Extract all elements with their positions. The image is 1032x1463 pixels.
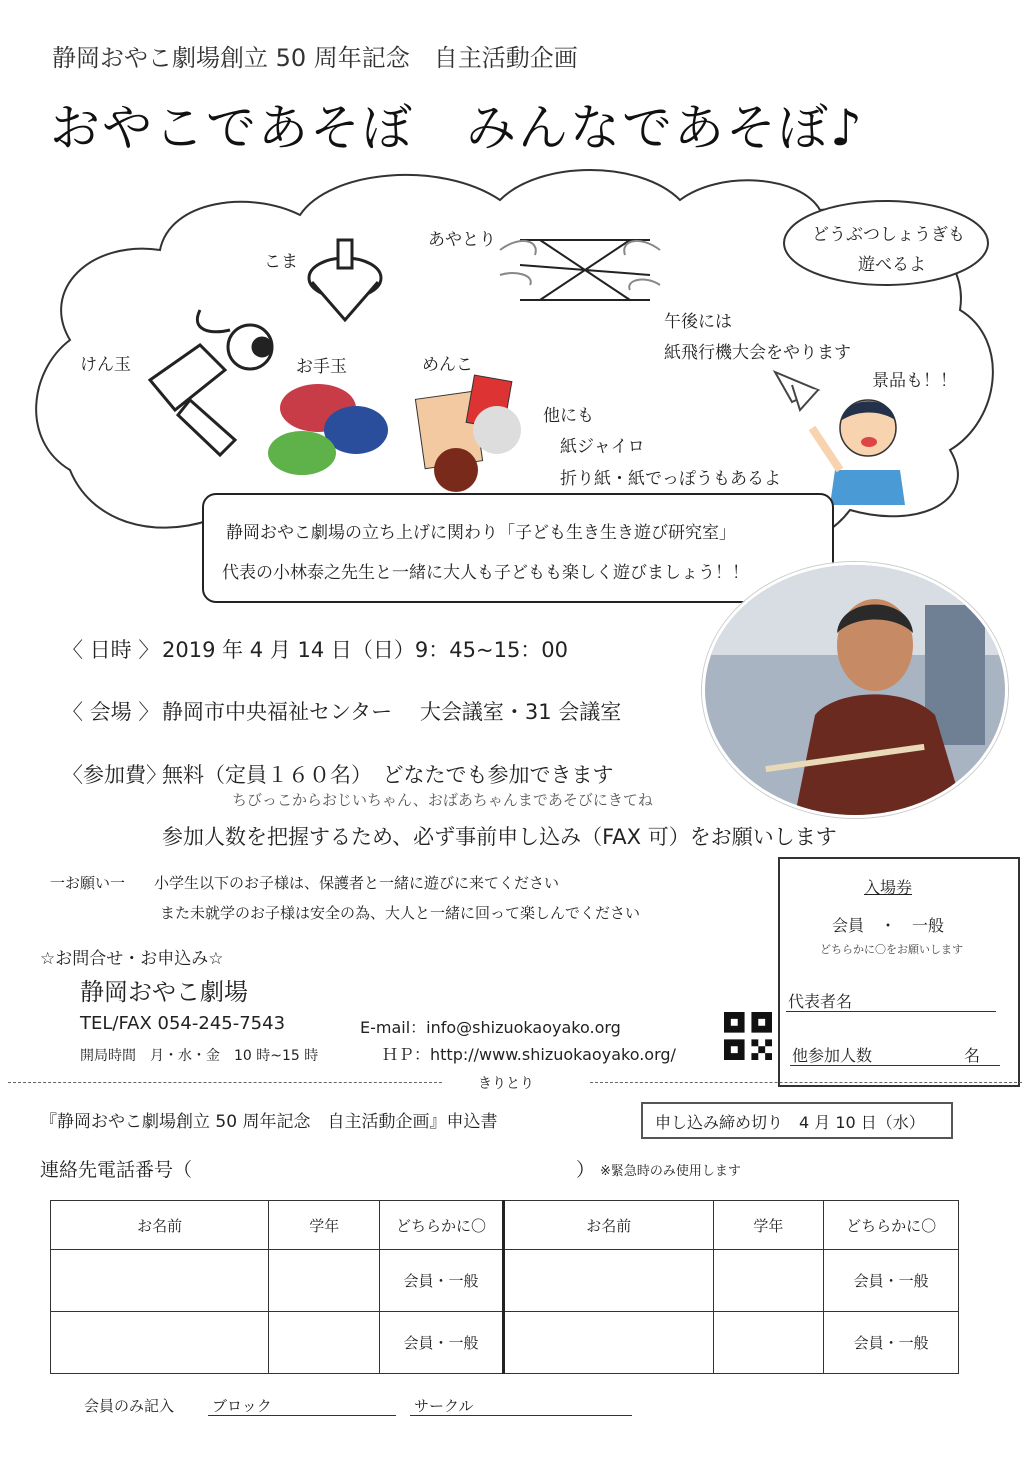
bubble-line-1: どうぶつしょうぎも	[812, 225, 965, 245]
member-only-label: 会員のみ記入	[84, 1397, 175, 1415]
message-box	[202, 493, 834, 603]
header-choice-1: どちらかに〇	[380, 1201, 504, 1250]
application-table	[50, 1200, 959, 1374]
cut-label: きりとり	[478, 1076, 534, 1092]
choice-cell[interactable]: 会員・一般	[824, 1250, 959, 1312]
table-row	[51, 1312, 959, 1374]
date-label: 〈 日時 〉	[62, 638, 160, 662]
label-afternoon-2: 紙飛行機大会をやります	[664, 343, 851, 363]
deadline-text: 申し込み締め切り 4 月 10 日（水）	[655, 1113, 925, 1132]
phone-close: ）	[576, 1159, 596, 1181]
teacher-photo	[702, 562, 1008, 818]
notes-line-2: また未就学のお子様は安全の為、大人と一緒に回って楽しんでください	[160, 904, 641, 922]
label-koma: こま	[264, 252, 298, 272]
contact-tel: TEL/FAX 054-245-7543	[80, 1013, 286, 1034]
circle-input-line[interactable]	[410, 1415, 632, 1416]
subtitle: 静岡おやこ劇場創立 50 周年記念 自主活動企画	[52, 44, 578, 72]
choice-cell[interactable]: 会員・一般	[824, 1312, 959, 1374]
label-kendama: けん玉	[80, 355, 131, 375]
label-others-3: 折り紙・紙でっぽうもあるよ	[560, 469, 781, 489]
ticket-others-line[interactable]	[790, 1065, 1000, 1066]
grade-cell[interactable]	[713, 1250, 824, 1312]
choice-cell[interactable]: 会員・一般	[380, 1312, 504, 1374]
table-header-row	[51, 1201, 959, 1250]
contact-email[interactable]: E-mail：info@shizuokaoyako.org	[360, 1018, 621, 1037]
block-input-line[interactable]	[208, 1415, 396, 1416]
label-otedama: お手玉	[296, 357, 347, 377]
block-label: ブロック	[212, 1397, 272, 1415]
form-title: 『静岡おやこ劇場創立 50 周年記念 自主活動企画』申込書	[40, 1112, 498, 1132]
grade-cell[interactable]	[269, 1250, 380, 1312]
label-menko: めんこ	[422, 355, 473, 375]
name-cell[interactable]	[51, 1250, 269, 1312]
label-prize: 景品も！！	[872, 371, 957, 391]
choice-cell[interactable]: 会員・一般	[380, 1250, 504, 1312]
contact-org: 静岡おやこ劇場	[80, 978, 248, 1006]
phone-note: ※緊急時のみ使用します	[600, 1164, 741, 1179]
ticket-rep-label: 代表者名	[788, 992, 853, 1011]
label-afternoon-1: 午後には	[664, 312, 732, 332]
fee-label: 〈参加費〉	[62, 763, 167, 787]
notes-label: 一お願い一	[50, 874, 126, 892]
header-name-1: お名前	[51, 1201, 269, 1250]
phone-input[interactable]	[210, 1155, 570, 1177]
venue-label: 〈 会場 〉	[62, 700, 160, 724]
ticket-box	[778, 857, 1020, 1087]
contact-heading: ☆お問合せ・お申込み☆	[40, 949, 224, 969]
grade-cell[interactable]	[713, 1312, 824, 1374]
ticket-title: 入場券	[864, 878, 913, 897]
name-cell[interactable]	[51, 1312, 269, 1374]
date-value: 2019 年 4 月 14 日（日）9：45~15：00	[162, 638, 569, 662]
ticket-rep-line[interactable]	[786, 1011, 996, 1012]
notes-line-1: 小学生以下のお子様は、保護者と一緒に遊びに来てください	[154, 874, 560, 892]
message-line-2: 代表の小林泰之先生と一緒に大人も子どもも楽しく遊びましょう！！	[222, 563, 749, 583]
name-cell[interactable]	[504, 1312, 714, 1374]
contact-homepage[interactable]: ＨＰ：http://www.shizuokaoyako.org/	[382, 1045, 676, 1064]
header-grade-2: 学年	[713, 1201, 824, 1250]
header-grade-1: 学年	[269, 1201, 380, 1250]
ticket-instruction: どちらかに〇をお願いします	[820, 943, 963, 956]
teacher-photo-image	[705, 565, 1005, 815]
grade-cell[interactable]	[269, 1312, 380, 1374]
fee-value: 無料（定員１６０名） どなたでも参加できます	[162, 763, 614, 787]
table-row	[51, 1250, 959, 1312]
reservation-note: 参加人数を把握するため、必ず事前申し込み（FAX 可）をお願いします	[162, 825, 837, 849]
contact-hours: 開局時間 月・水・金 10 時~15 時	[80, 1048, 319, 1064]
ticket-others-label: 他参加人数	[792, 1046, 873, 1065]
circle-label: サークル	[414, 1397, 474, 1415]
venue-value: 静岡市中央福祉センター 大会議室・31 会議室	[162, 700, 622, 724]
bubble-line-2: 遊べるよ	[858, 255, 926, 275]
cut-line-right	[590, 1082, 1022, 1083]
label-others-2: 紙ジャイロ	[560, 437, 645, 457]
label-others-1: 他にも	[543, 406, 594, 426]
name-cell[interactable]	[504, 1250, 714, 1312]
label-ayatori: あやとり	[428, 230, 496, 250]
phone-label: 連絡先電話番号（	[40, 1159, 193, 1181]
header-choice-2: どちらかに〇	[824, 1201, 959, 1250]
page-title: おやこであそぼ みんなであそぼ♪	[50, 99, 864, 157]
ticket-options[interactable]: 会員 ・ 一般	[832, 916, 945, 935]
cut-line-left	[8, 1082, 442, 1083]
header-name-2: お名前	[504, 1201, 714, 1250]
ticket-others-unit: 名	[964, 1046, 981, 1065]
deadline-box	[641, 1102, 953, 1139]
fee-subtext: ちびっこからおじいちゃん、おばあちゃんまであそびにきてね	[232, 791, 653, 809]
message-line-1: 静岡おやこ劇場の立ち上げに関わり「子ども生き生き遊び研究室」	[226, 523, 736, 543]
qr-code-icon	[724, 1012, 772, 1060]
